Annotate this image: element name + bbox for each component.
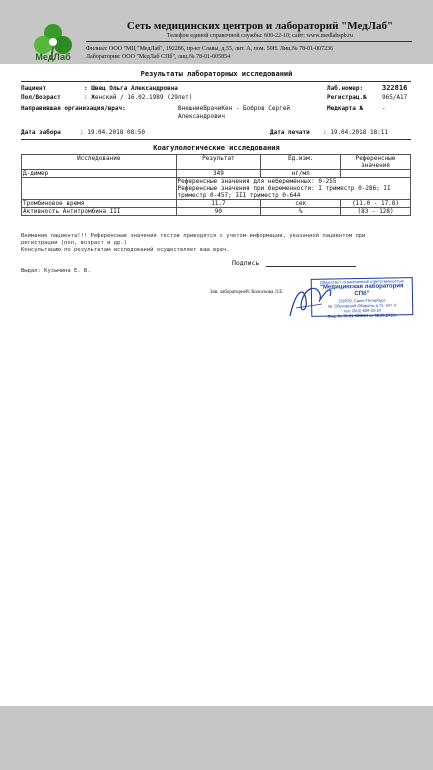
- reference-value: (11.0 - 17.8): [341, 200, 411, 208]
- lab-stamp: Общество с ограниченной ответственностью "Медицинская лаборатория СПб" 192029, Санкт-Петербург, пр. Обуховской Обороны д.71, лит. А тел. (812) 600-22-10 Лиц. № 78-01-005854 от 08.06.2015г.: [311, 277, 414, 317]
- results-title-rule: [21, 81, 411, 82]
- result-value: 349: [176, 170, 261, 178]
- test-name: Д-димер: [22, 170, 177, 178]
- result-value: 90: [176, 208, 261, 216]
- patient-block-rule: [21, 139, 411, 140]
- unit-value: %: [261, 208, 341, 216]
- table-header-row: [22, 155, 411, 170]
- ddimer-note-row: [22, 178, 411, 200]
- signature-line: [266, 266, 356, 267]
- lab-number-value: 322816: [382, 84, 408, 92]
- patient-label: Пациент: [21, 85, 47, 92]
- ddimer-reference-note: Референсные значения для небеременных: 0-255 Референсные значения при беременности: I триместр 0-286; II триместр 0-457; III триместр 0-644: [176, 178, 410, 200]
- sex-age-label: Пол/Возраст: [21, 94, 61, 101]
- lab-line: Лаборатория: ООО "МедЛаб СПб", лиц.№ 78-01-005854: [86, 54, 231, 60]
- reference-value: (83 - 128): [341, 208, 411, 216]
- section-title: Коагулологические исследования: [153, 144, 280, 152]
- result-value: 11.7: [176, 200, 261, 208]
- table-row: [22, 200, 411, 208]
- bottom-gray-band: [0, 706, 433, 770]
- results-table: [21, 154, 411, 216]
- medcard-value: -: [382, 105, 386, 112]
- referrer-value-line-2: Александрович: [178, 113, 225, 120]
- header-result: Результат: [176, 155, 261, 170]
- table-row: [22, 208, 411, 216]
- header-test: Исследование: [22, 155, 177, 170]
- table-row: [22, 170, 411, 178]
- unit-value: нг/мл: [261, 170, 341, 178]
- sex-age-value: : Женский / 16.02.1989 (29лет): [84, 94, 193, 101]
- reference-value: [341, 170, 411, 178]
- handwritten-signature-icon: [286, 280, 336, 320]
- test-name: Активность Антитромбина III: [22, 208, 177, 216]
- registration-label: Регистрац.№: [327, 94, 367, 101]
- referrer-label: Направившая организация/врач:: [21, 105, 126, 112]
- signature-label: Подпись: [232, 259, 260, 267]
- registration-value: 965/А17: [382, 94, 408, 101]
- head-of-laboratory: Зав. лабораторией: Колоскова Л.Е.: [210, 290, 284, 295]
- medcard-label: Медкарта №: [327, 105, 364, 112]
- branch-line: Филиал: ООО "МЦ "МедЛаб", 192286, пр-кт Славы, д.55, лит. А, пом. 50Н. Лиц.№ 78-01-007236: [86, 46, 334, 52]
- phone-line: Телефон единой справочной службы: 600-22-10; сайт: www.medlabspb.ru: [166, 33, 354, 39]
- unit-value: сек: [261, 200, 341, 208]
- results-title: Результаты лабораторных исследований: [140, 70, 293, 78]
- referrer-value-line-1: ВнешниеВрачиКен - Бобров Сергей: [178, 105, 290, 112]
- sample-date-value: : 19.04.2018 08:50: [80, 129, 146, 136]
- logo-wordmark: МедЛаб: [35, 52, 71, 62]
- patient-notice: Внимание пациента!!! Референсные значения тестов приводятся с учетом информации, указанной пациентом при регистрации (пол, возраст и др.) Консультацию по результатам исследований осуществляет ваш врач.: [21, 233, 366, 253]
- patient-value: : Швец Ольга Александровна: [84, 85, 178, 92]
- header-unit: Ед.изм.: [261, 155, 341, 170]
- issued-by: Выдал: Кузьмина Е. В.: [21, 268, 91, 274]
- print-date-value: : 19.04.2018 18:11: [323, 129, 389, 136]
- header-reference: Референсные значения: [341, 155, 411, 170]
- print-date-label: Дата печати: [270, 129, 310, 136]
- lab-number-label: Лаб.номер:: [327, 85, 364, 92]
- header-divider: [86, 41, 412, 42]
- org-title: Сеть медицинских центров и лабораторий "МедЛаб": [126, 20, 394, 32]
- sample-date-label: Дата забора: [21, 129, 61, 136]
- test-name: Тромбиновое время: [22, 200, 177, 208]
